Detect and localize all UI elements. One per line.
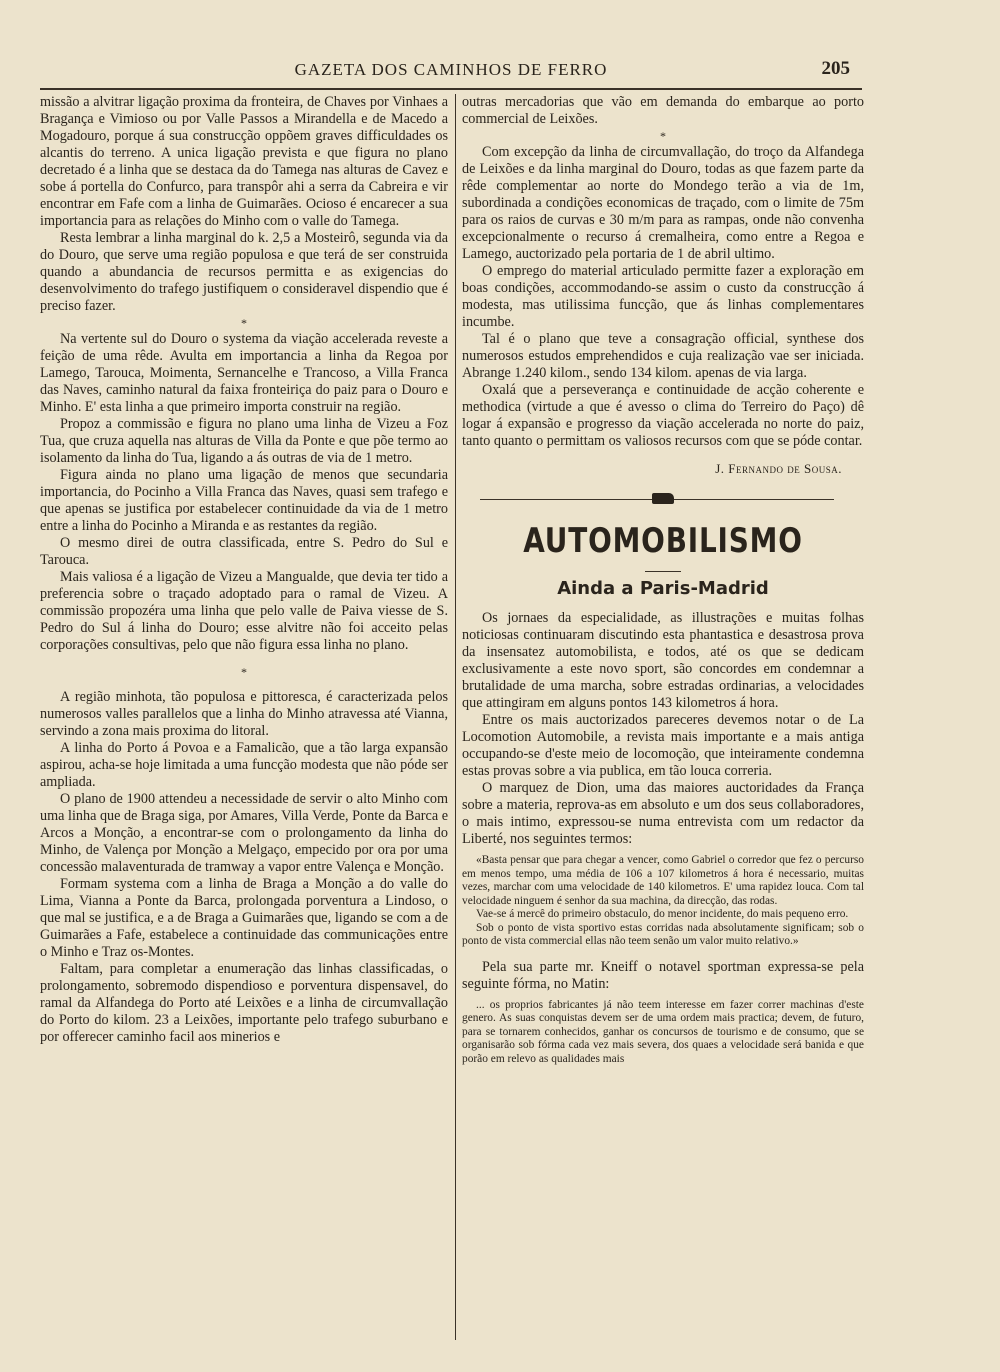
article-paragraph: Propoz a commissão e figura no plano uma linha de Vizeu a Foz Tua, que cruza aquella nas alturas de Villa da Ponte e que põe termo ao isolamento da linha do Tua, ligando a ás outras de via de 1 metro. <box>40 416 448 466</box>
quote-paragraph: Sob o ponto de vista sportivo estas corridas nada absolutamente significam; sob o ponto de vista commercial ellas não teem senão um valor muito relativo.» <box>462 921 864 947</box>
section-ornament <box>462 487 864 515</box>
automobilismo-article <box>462 610 864 848</box>
article-paragraph: A região minhota, tão populosa e pittoresca, é caracterizada pelos numerosos valles parallelos que a linha do Minho atravessa até Vianna, servindo a zona mais proxima do litoral. <box>40 689 448 739</box>
article-paragraph: Faltam, para completar a enumeração das linhas classificadas, o prolongamento, sobremodo dispendioso e porventura dispensavel, do ramal da Alfandega do Porto até Leixões e a linha de circumvallação do Porto do kilom. 23 a Leixões, importante pelo trafego suburbano e por offerecer caminho facil aos minerios e <box>40 961 448 1045</box>
section-separator-asterisk: * <box>241 665 247 679</box>
page-header <box>40 58 862 90</box>
section-separator-asterisk: * <box>241 316 247 330</box>
article-conclusion <box>462 94 864 450</box>
left-column <box>40 94 448 1340</box>
article-paragraph: Com excepção da linha de circumvallação, do troço da Alfandega de Leixões e da linha marginal do Douro, todas as que fazem parte da rêde complementar ao norte do Mondego terão a via de 1m, subordinada a condições economicas de traçado, com o limite de 75m para os raios de curvas e 30 m/m para as rampas, onde não convenha excepcionalmente o recurso á cremalheira, como entre a Regoa e Lamego, auctorizado pela portaria de 1 de abril ultimo. <box>462 144 864 262</box>
page-number: 205 <box>821 58 850 79</box>
article-paragraph: Formam systema com a linha de Braga a Monção a do valle do Lima, Vianna a Ponte da Barca, prolongada porventura a Lindoso, o que mal se justifica, e a de Braga a Guimarães que, ligando se com a de Guimarães a Fafe, estabelece a continuidade das communicações entre o Minho e Traz os-Montes. <box>40 876 448 960</box>
article-paragraph: Tal é o plano que teve a consagração official, synthese dos numerosos estudos emprehendidos e cuja realização vae ser iniciada. Abrange 1.240 kilom., sendo 134 kilom. apenas de via larga. <box>462 331 864 381</box>
article-paragraph: A linha do Porto á Povoa e a Famalicão, que a tão larga expansão aspirou, acha-se hoje limitada a uma funcção modesta que não póde ser ampliada. <box>40 740 448 790</box>
section-separator-asterisk: * <box>660 129 666 143</box>
article-paragraph: missão a alvitrar ligação proxima da fronteira, de Chaves por Vinhaes a Bragança e Vimioso ou por Valle Passos a Mirandella e de Macedo a Mogadouro, porque á sua construcção oppõem graves difficuldades os alcantis do terreno. A unica ligação prevista e que figura no plano decretado é a linha que se destaca da do Tamega nas alturas de Cavez e sobe á portella do Confurco, para transpôr ahi a serra da Cabreira e vir encontrar em Fafe com a linha de Guimarães. Ocioso é encarecer a sua importancia para as relações do Minho com o valle do Tamega. <box>40 94 448 229</box>
article-paragraph: Mais valiosa é a ligação de Vizeu a Mangualde, que devia ter tido a preferencia sobre o traçado adoptado para o ramal de Vizeu. A commissão propozéra uma linha que pelo valle de Paiva viesse de S. Pedro do Sul á linha do Douro; esse alvitre não foi acceito pelas corporações consultivas, pelo que não figura essa linha no plano. <box>40 569 448 653</box>
quote-paragraph: Vae-se á mercê do primeiro obstaculo, do menor incidente, do mais pequeno erro. <box>476 908 849 920</box>
article-paragraph: Figura ainda no plano uma ligação de menos que secundaria importancia, do Pocinho a Villa Franca das Naves, quasi sem trafego e que apenas se justifica por estabelecer continuidade da via de 1 metro entre a linha do Pocinho a Miranda e as restantes da região. <box>40 467 448 534</box>
article-subtitle: Ainda a Paris-Madrid <box>557 578 769 599</box>
author-signature: J. Fernando de Sousa. <box>715 461 842 476</box>
article-paragraph: O mesmo direi de outra classificada, entre S. Pedro do Sul e Tarouca. <box>40 535 448 568</box>
section-title: AUTOMOBILISMO <box>523 521 803 561</box>
article-paragraph: Oxalá que a perseverança e continuidade de acção coherente e methodica (virtude a que é avesso o clima do Terreiro do Paço) dê logar á expansão e progresso da viação accelerada no norte do paiz, tanto quanto o permittam os valiosos recursos com que se póde contar. <box>462 382 864 449</box>
column-divider <box>455 94 456 1340</box>
right-column <box>462 94 864 1340</box>
quote-paragraph: ... os proprios fabricantes já não teem interesse em fazer correr machinas d'este genero. As suas conquistas devem ser de uma ordem mais practica; devem, de futuro, para se tornarem conhecidos, ganhar os concursos de tourismo e de consumo, que se organisarão sob fórma cada vez mais severa, dos quaes a velocidade será banida e que porão em relevo as qualidades mais <box>462 998 864 1065</box>
article-paragraph: Os jornaes da especialidade, as illustrações e muitas folhas noticiosas continuaram discutindo esta phantastica e desastrosa prova da insensatez automobilista, e todos, até os que se dedicam exclusivamente a este novo sport, são concordes em condemnar a brutalidade de uma marcha, sobre estradas ordinarias, a velocidades que attingiram em alguns pontos 143 kilometros á hora. <box>462 610 864 711</box>
title-divider <box>645 571 681 572</box>
article-paragraph: O emprego do material articulado permitte fazer a exploração em boas condições, accommodando-se assim o custo da construcção á modesta, mas utilissima funcção, que ás linhas complementares incumbe. <box>462 263 864 330</box>
article-paragraph: O marquez de Dion, uma das maiores auctoridades da França sobre a materia, reprova-as em absoluto e um dos seus collaboradores, o mais intimo, expressou-se numa entrevista com um redactor da Liberté, nos seguintes termos: <box>462 780 864 847</box>
quoted-interview <box>462 854 864 949</box>
locomotive-icon <box>652 493 674 504</box>
article-paragraph: O plano de 1900 attendeu a necessidade de servir o alto Minho com uma linha que de Braga siga, por Amares, Villa Verde, Ponte da Barca e Arcos a Monção, a encontrar-se com o prolongamento da linha do Minho, de Valença por Monção a Melgaço, empecido por ora por uma concessão malaventurada de tramway a vapor entre Valença e Monção. <box>40 791 448 875</box>
quote-paragraph: «Basta pensar que para chegar a vencer, como Gabriel o corredor que fez o percurso em menos tempo, uma média de 106 a 107 kilometros á hora é necessario, muitas vezes, marchar com uma velocidade de 140 kilometros. E' uma rapidez louca. Com tal velocidade ninguem é senhor da sua machina, da direcção, das rodas. <box>462 854 864 907</box>
article-paragraph: outras mercadorias que vão em demanda do embarque ao porto commercial de Leixões. <box>462 94 864 127</box>
article-paragraph: Na vertente sul do Douro o systema da viação accelerada reveste a feição de uma rêde. Avulta em importancia a linha da Regoa por Lamego, Tarouca, Moimenta, Sernancelhe e Trancoso, a Villa Franca das Naves, caminho natural da faixa fronteiriça do paiz para o Douro e Minho. E' esta linha a que primeiro importa construir na região. <box>40 331 448 415</box>
article-paragraph: Pela sua parte mr. Kneiff o notavel sportman expressa-se pela seguinte fórma, no Matin: <box>462 958 864 992</box>
publication-title: GAZETA DOS CAMINHOS DE FERRO <box>294 60 608 79</box>
article-paragraph: Entre os mais auctorizados pareceres devemos notar o de La Locomotion Automobile, a revista mais importante e a mais antiga occupando-se d'este meio de locomoção, que inteiramente condemna estas provas sobre a via publica, em tão louca correria. <box>462 712 864 779</box>
quoted-matin <box>462 999 864 1067</box>
article-paragraph: Resta lembrar a linha marginal do k. 2,5 a Mosteirô, segunda via da do Douro, que serve uma região populosa e que terá de ser construida quando a abundancia de recursos permitta e as exigencias do desenvolvimento do trafego justifiquem o consideravel dispendio que é preciso fazer. <box>40 230 448 314</box>
